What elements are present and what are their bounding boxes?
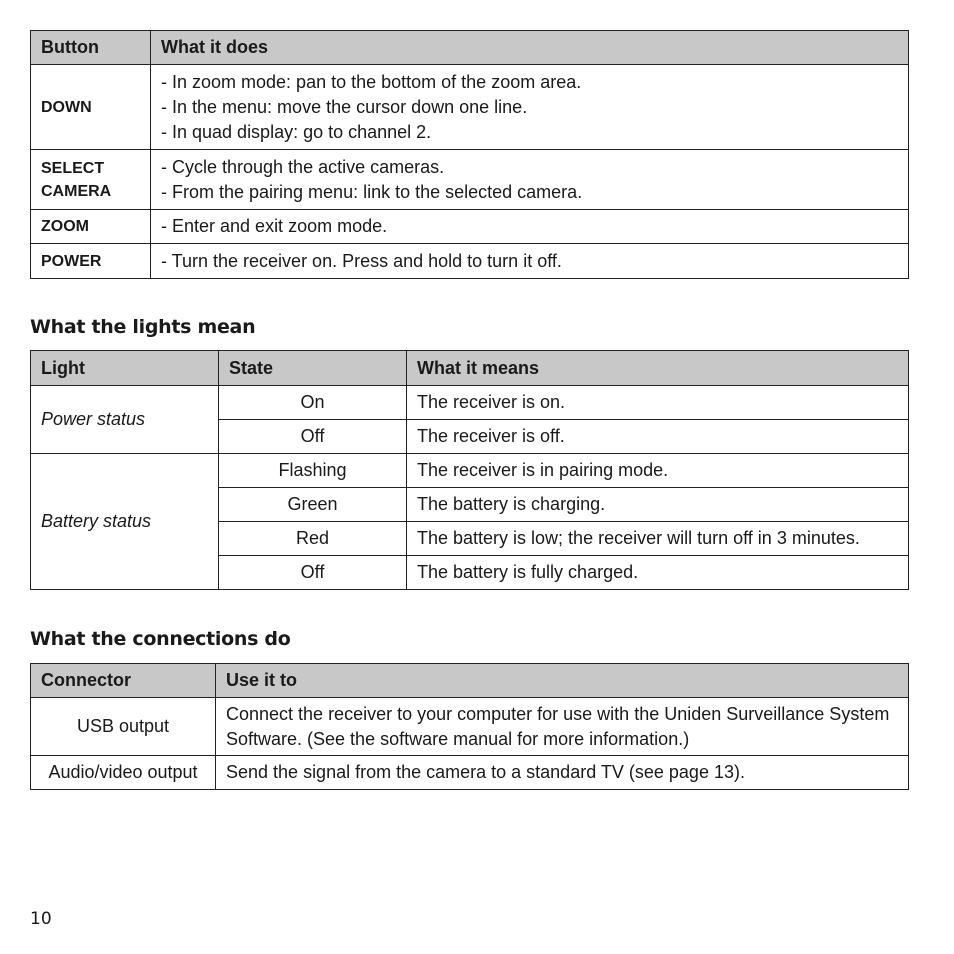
use-cell: Send the signal from the camera to a standard TV (see page 13). — [216, 756, 909, 790]
use-cell: Connect the receiver to your computer for use with the Uniden Surveillance System Software. (See the software manual for more information.) — [216, 698, 909, 756]
description-line: - From the pairing menu: link to the selected camera. — [161, 181, 583, 202]
section-title-lights: What the lights mean — [30, 316, 256, 338]
column-header: Button — [31, 31, 151, 65]
description-cell — [151, 244, 909, 279]
table-row — [31, 756, 909, 790]
table-row — [31, 210, 909, 244]
light-name-cell: Power status — [31, 386, 219, 454]
state-cell: Red — [219, 522, 407, 556]
meaning-cell: The receiver is on. — [407, 386, 909, 420]
table-header-row — [31, 351, 909, 386]
column-header: What it means — [407, 351, 909, 386]
meaning-cell: The battery is fully charged. — [407, 556, 909, 590]
state-cell: Off — [219, 556, 407, 590]
column-header: What it does — [151, 31, 909, 65]
button-name-line: SELECT — [41, 159, 105, 177]
button-name-cell: DOWN — [31, 65, 151, 150]
state-cell: On — [219, 386, 407, 420]
meaning-cell: The battery is charging. — [407, 488, 909, 522]
description-cell — [151, 210, 909, 244]
table-header-row — [31, 31, 909, 65]
buttons-table — [30, 30, 909, 279]
table-row — [31, 454, 909, 488]
table-row — [31, 244, 909, 279]
table-row — [31, 386, 909, 420]
description-line: - In quad display: go to channel 2. — [161, 121, 432, 142]
connector-cell: Audio/video output — [31, 756, 216, 790]
lights-table — [30, 350, 909, 590]
connector-cell: USB output — [31, 698, 216, 756]
column-header: Light — [31, 351, 219, 386]
connections-table — [30, 663, 909, 790]
description-line: - Turn the receiver on. Press and hold to turn it off. — [161, 250, 562, 271]
description-cell — [151, 150, 909, 210]
column-header: State — [219, 351, 407, 386]
state-cell: Flashing — [219, 454, 407, 488]
column-header: Connector — [31, 664, 216, 698]
description-cell — [151, 65, 909, 150]
table-header-row — [31, 664, 909, 698]
state-cell: Green — [219, 488, 407, 522]
state-cell: Off — [219, 420, 407, 454]
table-row — [31, 150, 909, 210]
light-name-cell: Battery status — [31, 454, 219, 590]
page-number: 10 — [30, 909, 52, 929]
description-line: - In zoom mode: pan to the bottom of the zoom area. — [161, 71, 582, 92]
column-header: Use it to — [216, 664, 909, 698]
meaning-cell: The receiver is off. — [407, 420, 909, 454]
meaning-cell: The receiver is in pairing mode. — [407, 454, 909, 488]
table-row — [31, 698, 909, 756]
description-line: - Cycle through the active cameras. — [161, 156, 445, 177]
description-line: - In the menu: move the cursor down one line. — [161, 96, 528, 117]
section-title-connections: What the connections do — [30, 628, 291, 650]
description-line: - Enter and exit zoom mode. — [161, 216, 388, 236]
button-name-cell: POWER — [31, 244, 151, 279]
meaning-cell: The battery is low; the receiver will turn off in 3 minutes. — [407, 522, 909, 556]
table-row — [31, 65, 909, 150]
button-name-cell: ZOOM — [31, 210, 151, 244]
button-name-line: CAMERA — [41, 182, 112, 200]
button-name-cell — [31, 150, 151, 210]
